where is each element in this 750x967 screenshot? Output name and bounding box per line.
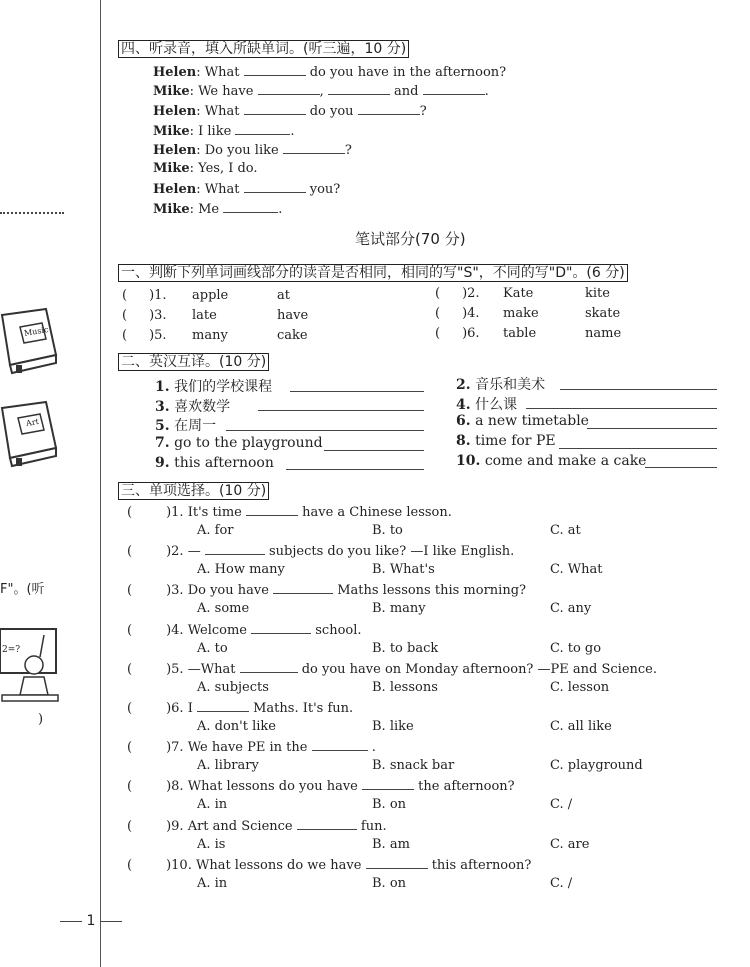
word-a: many	[192, 328, 228, 343]
word-b: have	[277, 308, 309, 323]
option-b[interactable]: B. What's	[372, 562, 435, 577]
question-text: Art and Science	[187, 819, 293, 834]
item-text: go to the playground	[174, 435, 323, 451]
answer-paren[interactable]: (	[127, 858, 133, 873]
translation-item	[155, 396, 230, 416]
option-a[interactable]: A. in	[197, 797, 228, 812]
word-b: at	[277, 288, 290, 303]
dotted-separator	[0, 212, 64, 214]
translation-item	[456, 413, 589, 429]
answer-paren[interactable]: (	[127, 701, 133, 716]
line-text: ?	[419, 104, 427, 119]
answer-blank[interactable]	[358, 102, 420, 115]
option-a[interactable]: A. some	[197, 601, 250, 616]
answer-blank[interactable]	[258, 82, 320, 95]
question-text: Do you have	[187, 583, 269, 598]
mc-question	[127, 621, 362, 638]
section3-title	[118, 480, 269, 500]
answer-blank[interactable]	[223, 200, 278, 213]
option-c[interactable]: C. all like	[550, 719, 612, 734]
item-text: 音乐和美术	[475, 377, 546, 393]
answer-line[interactable]	[286, 469, 424, 470]
translation-item	[456, 374, 545, 394]
line-text: Do you like	[204, 143, 279, 158]
answer-line[interactable]	[587, 428, 717, 429]
line-text: you?	[309, 182, 341, 197]
line-text: do you have in the afternoon?	[309, 65, 507, 80]
dialogue-line: Helen: What you?	[153, 182, 341, 197]
item-number: )3.	[149, 308, 167, 323]
question-number: )4.	[166, 623, 184, 638]
option-c[interactable]: C. to go	[550, 641, 602, 656]
answer-blank[interactable]	[246, 503, 298, 516]
answer-blank[interactable]	[251, 621, 311, 634]
line-text: ,	[319, 84, 324, 99]
page-number: 1	[86, 913, 96, 929]
answer-line[interactable]	[559, 448, 717, 449]
answer-line[interactable]	[526, 408, 717, 409]
answer-line[interactable]	[226, 430, 424, 431]
answer-line[interactable]	[290, 391, 424, 392]
question-number: )8.	[166, 779, 184, 794]
mc-question	[127, 699, 353, 716]
mc-question	[127, 503, 452, 520]
option-b[interactable]: B. on	[372, 797, 407, 812]
book-label: Art	[25, 416, 40, 429]
line-text: Me	[198, 202, 220, 217]
question-text: fun.	[360, 819, 387, 834]
line-text: What	[204, 104, 240, 119]
word-b: cake	[277, 328, 308, 343]
section4-title	[118, 38, 409, 58]
item-number: 1.	[155, 379, 170, 395]
option-c[interactable]: C. are	[550, 837, 590, 852]
mc-question	[127, 581, 526, 598]
mc-question	[127, 738, 376, 755]
item-number: )4.	[462, 306, 480, 321]
question-text: this afternoon?	[431, 858, 532, 873]
written-part-title: 笔试部分(70 分)	[355, 230, 466, 248]
answer-paren[interactable]: (	[127, 740, 133, 755]
translation-item	[456, 394, 517, 414]
margin-fragment-text: F"。(听	[0, 582, 45, 597]
line-text: ?	[344, 143, 352, 158]
word-a: make	[503, 306, 539, 321]
item-text: 什么课	[475, 397, 518, 413]
question-text: .	[371, 740, 376, 755]
item-number: 10.	[456, 453, 481, 469]
answer-line[interactable]	[645, 467, 717, 468]
option-b[interactable]: B. like	[372, 719, 414, 734]
mc-question	[127, 660, 657, 677]
item-text: 我们的学校课程	[174, 379, 273, 395]
line-text: .	[278, 202, 283, 217]
item-number: 2.	[456, 377, 471, 393]
mc-question	[127, 817, 387, 834]
option-c[interactable]: C. at	[550, 523, 581, 538]
speaker: Mike	[153, 161, 190, 176]
question-number: )7.	[166, 740, 184, 755]
section2-title	[118, 351, 269, 371]
question-text: —	[187, 544, 201, 559]
option-c[interactable]: C. playground	[550, 758, 643, 773]
line-text: .	[484, 84, 489, 99]
phonics-item	[435, 286, 610, 301]
option-b[interactable]: B. to	[372, 523, 403, 538]
item-number: 7.	[155, 435, 170, 451]
speaker: Helen	[153, 182, 197, 197]
option-c[interactable]: C. /	[550, 876, 573, 891]
item-text: a new timetable	[475, 413, 589, 429]
option-a[interactable]: A. don't like	[197, 719, 276, 734]
line-text: We have	[198, 84, 254, 99]
question-text: We have PE in the	[187, 740, 308, 755]
option-a[interactable]: A. is	[197, 837, 226, 852]
answer-paren[interactable]: (	[127, 819, 133, 834]
question-number: )10.	[166, 858, 192, 873]
option-a[interactable]: A. in	[197, 876, 228, 891]
option-b[interactable]: B. to back	[372, 641, 439, 656]
line-text: do you	[309, 104, 354, 119]
question-text: subjects do you like? —I like English.	[268, 544, 515, 559]
dialogue-line: Helen: What do you ?	[153, 104, 427, 119]
word-a: table	[503, 326, 537, 341]
dialogue-line: Helen: What do you have in the afternoon?	[153, 65, 507, 80]
phonics-item	[435, 306, 621, 321]
item-text: 喜欢数学	[174, 399, 231, 415]
answer-paren[interactable]: (	[122, 308, 128, 323]
option-b[interactable]: B. snack bar	[372, 758, 455, 773]
question-text: What lessons do you have	[187, 779, 358, 794]
dialogue-line: Mike: We have , and .	[153, 84, 489, 99]
dialogue-line: Helen: Do you like ?	[153, 143, 352, 158]
answer-blank[interactable]	[244, 102, 306, 115]
option-c[interactable]: C. any	[550, 601, 592, 616]
line-text: What	[204, 65, 240, 80]
option-b[interactable]: B. on	[372, 876, 407, 891]
answer-blank[interactable]	[244, 63, 306, 76]
dialogue-line: Mike: I like .	[153, 124, 295, 139]
item-number: 5.	[155, 418, 170, 434]
dialogue-line: Mike: Yes, I do.	[153, 161, 258, 176]
page-footer	[60, 913, 122, 929]
question-text: What lessons do we have	[195, 858, 362, 873]
translation-item	[155, 435, 323, 451]
option-a[interactable]: A. for	[197, 523, 234, 538]
question-number: )3.	[166, 583, 184, 598]
answer-paren[interactable]: (	[122, 328, 128, 343]
option-b[interactable]: B. am	[372, 837, 410, 852]
answer-blank[interactable]	[283, 141, 345, 154]
section1-title	[118, 262, 628, 282]
item-number: 4.	[456, 397, 471, 413]
item-number: )5.	[149, 328, 167, 343]
book-illustration-music	[0, 305, 60, 375]
option-a[interactable]: A. to	[197, 641, 228, 656]
answer-paren[interactable]: (	[127, 583, 133, 598]
item-text: 在周一	[174, 418, 217, 434]
answer-line[interactable]	[258, 410, 424, 411]
line-text: .	[290, 124, 295, 139]
item-text: come and make a cake	[484, 453, 647, 469]
question-number: )2.	[166, 544, 184, 559]
answer-paren[interactable]: (	[122, 288, 128, 303]
option-c[interactable]: C. lesson	[550, 680, 610, 695]
answer-paren[interactable]: (	[127, 662, 133, 677]
mc-question	[127, 856, 531, 873]
answer-blank[interactable]	[362, 777, 414, 790]
item-number: 9.	[155, 455, 170, 471]
question-number: )6.	[166, 701, 184, 716]
word-a: apple	[192, 288, 229, 303]
translation-item	[456, 433, 556, 449]
answer-paren[interactable]: (	[127, 779, 133, 794]
item-number: 3.	[155, 399, 170, 415]
speaker: Helen	[153, 104, 197, 119]
item-number: )6.	[462, 326, 480, 341]
answer-blank[interactable]	[197, 699, 249, 712]
phonics-item	[122, 308, 309, 323]
option-c[interactable]: C. /	[550, 797, 573, 812]
answer-blank[interactable]	[244, 180, 306, 193]
answer-paren[interactable]: (	[435, 286, 441, 301]
word-b: kite	[585, 286, 610, 301]
question-text: Maths. It's fun.	[253, 701, 354, 716]
answer-blank[interactable]	[235, 122, 290, 135]
answer-blank[interactable]	[366, 856, 428, 869]
question-text: —What	[187, 662, 236, 677]
answer-blank[interactable]	[240, 660, 298, 673]
translation-item	[456, 453, 646, 469]
phonics-item	[435, 326, 622, 341]
option-b[interactable]: B. many	[372, 601, 426, 616]
option-c[interactable]: C. What	[550, 562, 603, 577]
word-b: name	[585, 326, 622, 341]
answer-blank[interactable]	[423, 82, 485, 95]
question-text: school.	[315, 623, 362, 638]
option-b[interactable]: B. lessons	[372, 680, 438, 695]
line-text: Yes, I do.	[198, 161, 258, 176]
question-text: Maths lessons this morning?	[337, 583, 526, 598]
answer-paren[interactable]: (	[127, 623, 133, 638]
mc-question	[127, 777, 515, 794]
word-b: skate	[585, 306, 621, 321]
translation-item	[155, 415, 216, 435]
board-illustration	[0, 625, 60, 705]
item-number: 8.	[456, 433, 471, 449]
section2-title-text: 二、英汉互译。(10 分)	[118, 353, 269, 371]
book-label: Music	[23, 324, 50, 339]
speaker: Mike	[153, 202, 190, 217]
mc-question	[127, 542, 514, 559]
answer-blank[interactable]	[297, 817, 357, 830]
speaker: Mike	[153, 124, 190, 139]
answer-blank[interactable]	[205, 542, 265, 555]
question-text: Welcome	[187, 623, 247, 638]
option-a[interactable]: A. How many	[197, 562, 285, 577]
margin-paren: )	[38, 712, 44, 727]
option-a[interactable]: A. library	[197, 758, 259, 773]
dialogue-line: Mike: Me .	[153, 202, 283, 217]
option-a[interactable]: A. subjects	[197, 680, 269, 695]
answer-paren[interactable]: (	[435, 326, 441, 341]
book-illustration-art	[0, 398, 60, 470]
answer-paren[interactable]: (	[435, 306, 441, 321]
word-a: Kate	[503, 286, 534, 301]
question-text: have a Chinese lesson.	[302, 505, 452, 520]
item-text: this afternoon	[174, 455, 274, 471]
answer-blank[interactable]	[312, 738, 368, 751]
question-text: do you have on Monday afternoon? —PE and Science.	[301, 662, 658, 677]
answer-blank[interactable]	[328, 82, 390, 95]
board-text: 2=?	[2, 645, 21, 655]
speaker: Helen	[153, 143, 197, 158]
answer-line[interactable]	[324, 450, 424, 451]
question-number: )9.	[166, 819, 184, 834]
item-number: )1.	[149, 288, 167, 303]
item-number: 6.	[456, 413, 471, 429]
speaker: Mike	[153, 84, 190, 99]
item-text: time for PE	[475, 433, 556, 449]
question-text: I	[187, 701, 193, 716]
question-text: It's time	[187, 505, 242, 520]
translation-item	[155, 455, 274, 471]
answer-paren[interactable]: (	[127, 544, 133, 559]
answer-line[interactable]	[560, 389, 717, 390]
phonics-item	[122, 328, 308, 343]
line-text: and	[393, 84, 419, 99]
section4-title-text: 四、听录音，填入所缺单词。(听三遍，10 分)	[118, 40, 409, 58]
word-a: late	[192, 308, 217, 323]
question-number: )5.	[166, 662, 184, 677]
answer-blank[interactable]	[273, 581, 333, 594]
translation-item	[155, 376, 272, 396]
question-text: the afternoon?	[418, 779, 515, 794]
section1-title-text: 一、判断下列单词画线部分的读音是否相同，相同的写"S"，不同的写"D"。(6 分)	[118, 264, 628, 282]
question-number: )1.	[166, 505, 184, 520]
line-text: I like	[198, 124, 232, 139]
section3-title-text: 三、单项选择。(10 分)	[118, 482, 269, 500]
line-text: What	[204, 182, 240, 197]
answer-paren[interactable]: (	[127, 505, 133, 520]
item-number: )2.	[462, 286, 480, 301]
phonics-item	[122, 288, 290, 303]
speaker: Helen	[153, 65, 197, 80]
